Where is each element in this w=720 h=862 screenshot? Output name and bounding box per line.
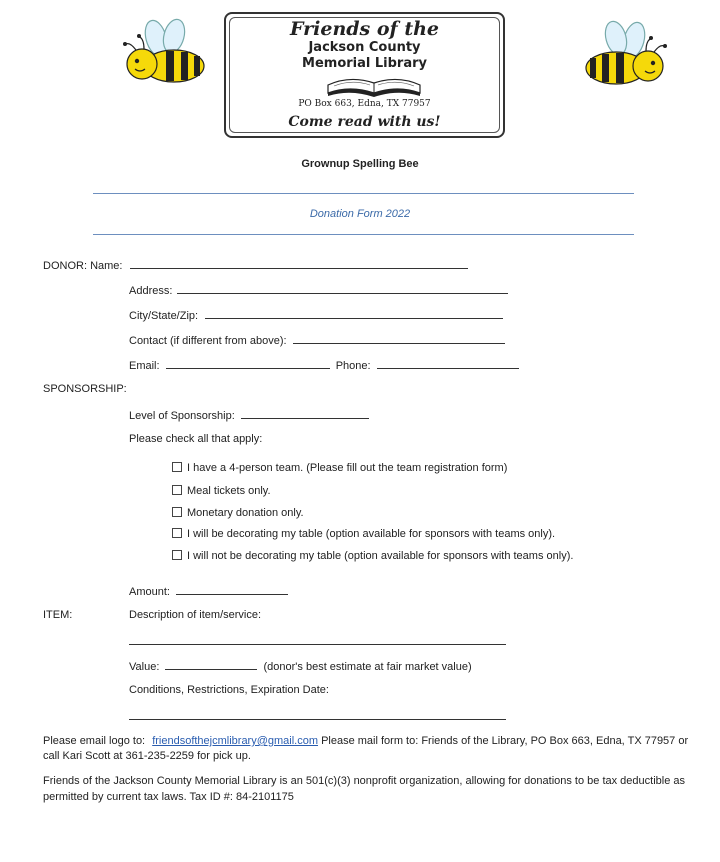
amount-field[interactable]	[176, 584, 288, 595]
library-logo	[224, 12, 505, 138]
open-book-icon	[324, 71, 424, 99]
checkbox[interactable]	[172, 550, 182, 560]
option-monetary[interactable]	[172, 507, 304, 519]
donor-name-row	[43, 258, 468, 272]
email-instruction	[43, 735, 688, 747]
value-field[interactable]	[165, 659, 257, 670]
option-label: Meal tickets only.	[187, 485, 271, 497]
checkbox[interactable]	[172, 528, 182, 538]
email-link[interactable]: friendsofthejcmlibrary@gmail.com	[152, 735, 319, 747]
item-section-label: ITEM:	[43, 609, 73, 621]
logo-line1: Jackson County	[308, 40, 421, 55]
event-title: Grownup Spelling Bee	[301, 158, 419, 170]
pickup-line: call Kari Scott at 361-235-2259 for pick up.	[43, 750, 251, 762]
level-row	[129, 408, 369, 422]
nonprofit-line2: permitted by current tax laws. Tax ID #: 84-2101175	[43, 791, 294, 803]
option-decorating[interactable]	[172, 528, 555, 540]
address-label: Address:	[129, 285, 173, 297]
amount-row	[129, 584, 288, 598]
logo-address: PO Box 663, Edna, TX 77957	[298, 99, 431, 109]
phone-label: Phone:	[335, 360, 371, 372]
option-label: I will be decorating my table (option available for sponsors with teams only).	[187, 528, 556, 540]
option-meal[interactable]	[172, 485, 271, 497]
checkbox[interactable]	[172, 507, 182, 517]
bottom-rule	[93, 234, 634, 235]
value-note: (donor's best estimate at fair market value)	[263, 661, 472, 673]
conditions-label: Conditions, Restrictions, Expiration Date:	[129, 684, 329, 696]
email-phone-row	[129, 358, 519, 372]
contact-label: Contact (if different from above):	[129, 335, 287, 347]
option-label: I have a 4-person team. (Please fill out the team registration form)	[187, 462, 508, 474]
amount-label: Amount:	[129, 586, 170, 598]
level-field[interactable]	[241, 408, 369, 419]
conditions-field[interactable]	[129, 719, 506, 720]
option-label: Monetary donation only.	[187, 507, 304, 519]
description-field[interactable]	[129, 644, 506, 645]
bee-right-icon	[580, 20, 672, 90]
phone-field[interactable]	[377, 358, 519, 369]
contact-row	[129, 333, 505, 347]
level-label: Level of Sponsorship:	[129, 410, 235, 422]
email-field[interactable]	[166, 358, 330, 369]
top-rule	[93, 193, 634, 194]
value-row	[129, 659, 472, 673]
checkbox[interactable]	[172, 485, 182, 495]
address-field[interactable]	[177, 283, 508, 294]
checkbox[interactable]	[172, 462, 182, 472]
email-label: Email:	[129, 360, 160, 372]
contact-field[interactable]	[293, 333, 505, 344]
check-all-label: Please check all that apply:	[129, 433, 263, 445]
name-field[interactable]	[130, 258, 468, 269]
sponsorship-section-label: SPONSORSHIP:	[43, 383, 127, 395]
name-label: Name:	[90, 260, 123, 272]
description-label: Description of item/service:	[129, 609, 262, 621]
option-label: I will not be decorating my table (option available for sponsors with teams only).	[187, 550, 574, 562]
city-row	[129, 308, 503, 322]
logo-tagline: Come read with us!	[288, 114, 441, 130]
email-prefix: Please email logo to:	[43, 735, 146, 747]
bee-left-icon	[118, 18, 210, 88]
donor-section-label: DONOR:	[43, 260, 87, 272]
city-label: City/State/Zip:	[129, 310, 199, 322]
option-not-decorating[interactable]	[172, 550, 573, 562]
value-label: Value:	[129, 661, 160, 673]
email-suffix: Please mail form to: Friends of the Library, PO Box 663, Edna, TX 77957 or	[321, 735, 689, 747]
city-field[interactable]	[205, 308, 503, 319]
address-row	[129, 283, 508, 297]
logo-title: Friends of the	[289, 18, 440, 40]
nonprofit-line1: Friends of the Jackson County Memorial Library is an 501(c)(3) nonprofit organization, allowing for donations to be tax deductible as	[43, 775, 686, 787]
form-title: Donation Form 2022	[309, 208, 411, 220]
logo-line2: Memorial Library	[302, 56, 427, 71]
option-team[interactable]	[172, 462, 507, 474]
